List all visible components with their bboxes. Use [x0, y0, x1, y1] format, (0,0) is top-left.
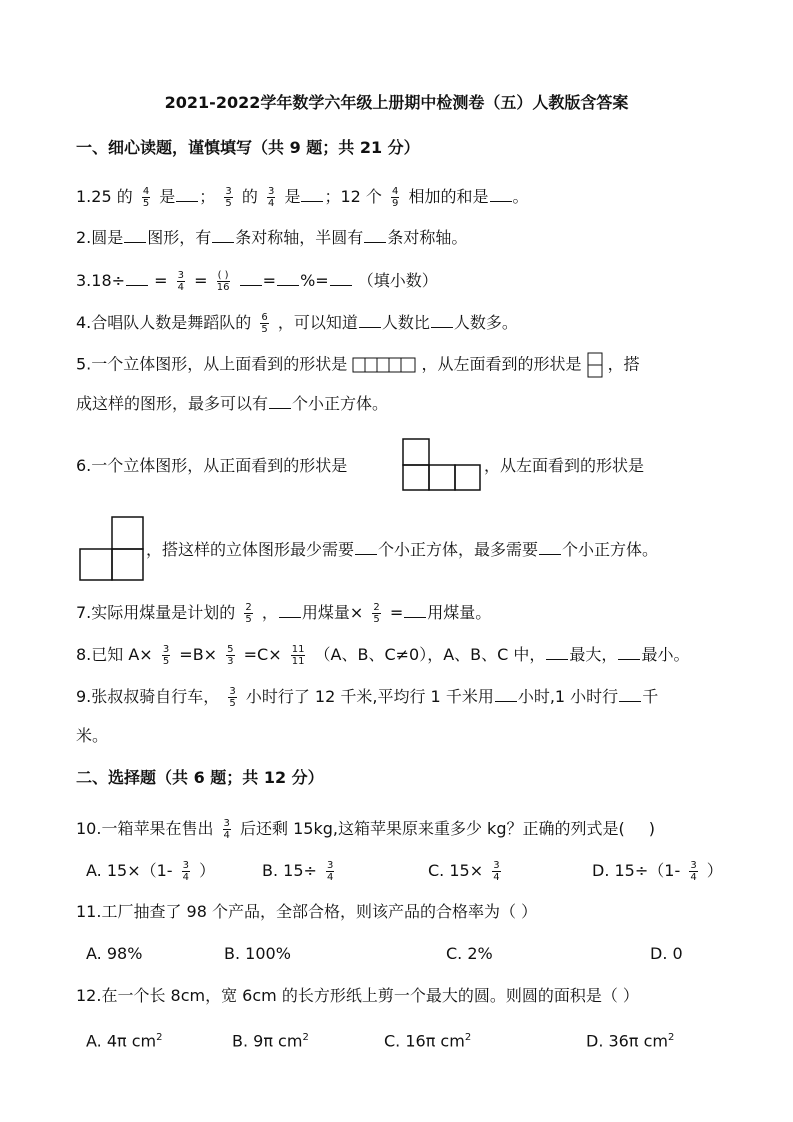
question-5: 5.一个立体图形，从上面看到的形状是 ，从左面看到的形状是 ，搭 — [76, 352, 640, 378]
fraction: $\frac{3}{4}$ — [493, 860, 500, 883]
option-a[interactable]: A. 4π $cm^2$ — [86, 1031, 163, 1051]
answer-blank[interactable] — [431, 313, 453, 328]
answer-blank[interactable] — [124, 228, 146, 243]
answer-blank[interactable] — [301, 187, 323, 202]
option-a[interactable]: A. 98% — [86, 944, 143, 963]
answer-blank[interactable] — [126, 271, 148, 286]
answer-blank[interactable] — [364, 228, 386, 243]
fraction: $\frac{4}{5}$ — [142, 186, 150, 209]
answer-blank[interactable] — [619, 687, 641, 702]
answer-blank[interactable] — [277, 271, 299, 286]
answer-blank[interactable] — [359, 313, 381, 328]
fraction: $\frac{3}{4}$ — [690, 860, 697, 883]
option-a[interactable]: A. 15×（1- $\frac{3}{4}$ ） — [86, 860, 216, 883]
section-2-heading: 二、选择题（共 6 题；共 12 分） — [76, 768, 324, 787]
fraction: $\frac{3}{4}$ — [182, 860, 190, 883]
question-12: 12.在一个长 8cm，宽 6cm 的长方形纸上剪一个最大的圆。则圆的面积是（ ） — [76, 986, 639, 1005]
question-6: 6.一个立体图形，从正面看到的形状是 — [76, 456, 348, 475]
answer-blank[interactable] — [212, 228, 234, 243]
fraction: $\frac{5}{3}$ — [227, 644, 234, 667]
fraction: $\frac{6}{5}$ — [261, 312, 268, 335]
fraction: $\frac{2}{5}$ — [373, 602, 380, 625]
answer-blank[interactable] — [176, 187, 198, 202]
page-title: 2021-2022学年数学六年级上册期中检测卷（五）人教版含答案 — [164, 93, 629, 112]
fraction: $\frac{3}{4}$ — [327, 860, 334, 883]
option-b[interactable]: B. 100% — [224, 944, 291, 963]
answer-blank[interactable] — [546, 645, 568, 660]
fraction: $\frac{11}{11}$ — [291, 644, 305, 667]
answer-blank[interactable] — [279, 603, 301, 618]
answer-blank[interactable] — [495, 687, 517, 702]
question-1: 1.25 的 $\frac{4}{5}$ 是 ； $\frac{3}{5}$ 的 $\frac{3}{4}$ 是 ；12 个 $\frac{4}{9}$ 相加的和是 。 — [76, 186, 529, 209]
answer-blank[interactable] — [539, 540, 561, 555]
question-6-text-b: ，从左面看到的形状是 — [484, 456, 645, 475]
question-10: 10.一箱苹果在售出 $\frac{3}{4}$ 后还剩 15kg,这箱苹果原来重多少 kg？正确的列式是( ) — [76, 818, 655, 841]
question-9: 9.张叔叔骑自行车， $\frac{3}{5}$ 小时行了 12 千米,平均行 1 千米用 小时,1 小时行 千 — [76, 686, 659, 709]
top-view-figure — [352, 357, 416, 373]
answer-blank[interactable] — [240, 271, 262, 286]
fraction: $\frac{3}{4}$ — [267, 186, 275, 209]
fraction: $\frac{3}{5}$ — [162, 644, 170, 667]
fraction: $\frac{4}{9}$ — [392, 186, 399, 209]
option-c[interactable]: C. 16π $cm^2$ — [384, 1031, 472, 1051]
option-b[interactable]: B. 15÷ $\frac{3}{4}$ — [262, 860, 334, 883]
fraction: $\frac{2}{5}$ — [245, 602, 252, 625]
option-c[interactable]: C. 15× $\frac{3}{4}$ — [428, 860, 500, 883]
answer-blank[interactable] — [404, 603, 426, 618]
question-8: 8.已知 A× $\frac{3}{5}$ =B× $\frac{5}{3}$ =C× $\frac{11}{11}$ （A、B、C≠0），A、B、C 中， 最大， 最小。 — [76, 644, 690, 667]
question-2: 2.圆是 图形，有 条对称轴，半圆有 条对称轴。 — [76, 228, 468, 247]
answer-blank[interactable] — [355, 540, 377, 555]
fraction: $\frac{3}{5}$ — [225, 186, 232, 209]
fraction: $\frac{3}{4}$ — [223, 818, 230, 841]
answer-blank[interactable] — [330, 271, 352, 286]
fraction: $\frac{( )}{16}$ — [216, 270, 230, 293]
question-6-cont: ，搭这样的立体图形最少需要 个小正方体，最多需要 个小正方体。 — [146, 540, 659, 559]
question-4: 4.合唱队人数是舞蹈队的 $\frac{6}{5}$ ，可以知道 人数比 人数多。 — [76, 312, 518, 335]
front-view-figure — [402, 438, 482, 492]
answer-blank[interactable] — [618, 645, 640, 660]
fraction: $\frac{3}{4}$ — [177, 270, 184, 293]
question-7: 7.实际用煤量是计划的 $\frac{2}{5}$ ， 用煤量× $\frac{2}{5}$ = 用煤量。 — [76, 602, 492, 625]
option-d[interactable]: D. 15÷（1- $\frac{3}{4}$ ） — [592, 860, 723, 883]
answer-blank[interactable] — [269, 394, 291, 409]
question-11: 11.工厂抽查了 98 个产品，全部合格，则该产品的合格率为（ ） — [76, 902, 538, 921]
question-9-cont: 米。 — [76, 726, 109, 745]
left-view-figure — [587, 352, 603, 378]
section-1-heading: 一、细心读题，谨慎填写（共 9 题；共 21 分） — [76, 138, 420, 157]
option-c[interactable]: C. 2% — [446, 944, 493, 963]
option-d[interactable]: D. 36π $cm^2$ — [586, 1031, 675, 1051]
question-3: 3.18÷ = $\frac{3}{4}$ = $\frac{( )}{16}$ = %= （填小数） — [76, 270, 438, 293]
option-b[interactable]: B. 9π $cm^2$ — [232, 1031, 309, 1051]
fraction: $\frac{3}{5}$ — [229, 686, 236, 709]
question-5-cont: 成这样的图形，最多可以有 个小正方体。 — [76, 394, 389, 413]
answer-blank[interactable] — [490, 187, 512, 202]
left-view-figure-2 — [79, 516, 145, 582]
option-d[interactable]: D. 0 — [650, 944, 683, 963]
